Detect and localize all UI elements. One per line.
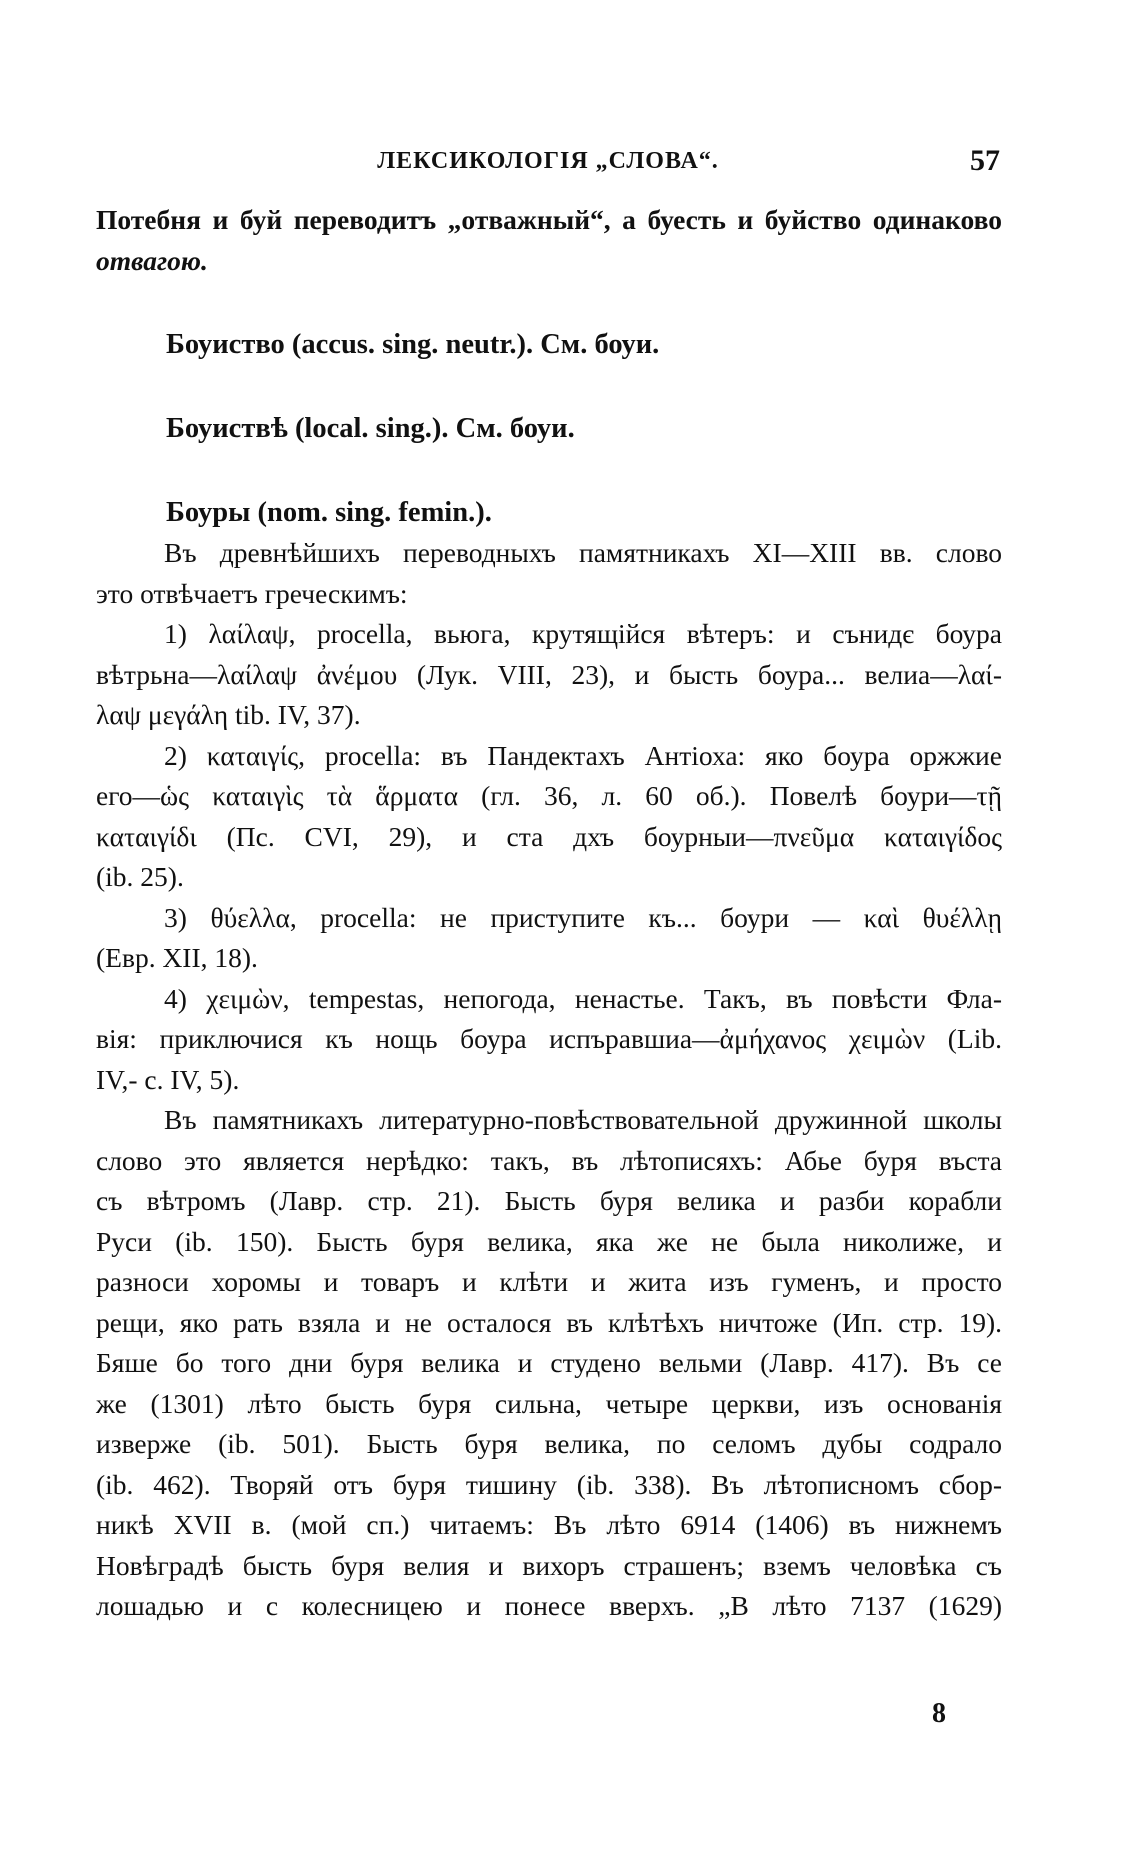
paragraph-line: καταιγίδι (Пс. CVI, 29), и ста дхъ боурныи—πνεῦμα καταιγίδος: [96, 820, 1002, 852]
paragraph-line: его—ὡς καταιγὶς τὰ ἅρματα (гл. 36, л. 60 об.). Повелѣ боури—τῇ: [96, 780, 1002, 811]
paragraph-line: Руси (ib. 150). Бысть буря велика, яка же не была николиже, и: [96, 1225, 1002, 1257]
paragraph-line: Въ древнѣйшихъ переводныхъ памятникахъ XI—XIII вв. слово: [164, 537, 1002, 568]
paragraph-line: (ib. 462). Творяй отъ буря тишину (ib. 338). Въ лѣтописномъ сбор-: [96, 1468, 1002, 1500]
paragraph-line: съ вѣтромъ (Лавр. стр. 21). Бысть буря велика и разби корабли: [96, 1185, 1002, 1216]
dictionary-entry: Боуиствѣ (local. sing.). См. боуи.: [166, 413, 575, 444]
running-head: ЛЕКСИКОЛОГІЯ „СЛОВА“.: [377, 148, 719, 174]
paragraph-line: Въ памятникахъ литературно-повѣствовательной дружинной школы: [164, 1104, 1002, 1135]
paragraph-line: 4) χειμὼν, tempestas, непогода, ненастье. Такъ, въ повѣсти Фла-: [164, 982, 1002, 1014]
text-block: [96, 200, 1002, 1627]
paragraph-line: λαψ μεγάλη tib. IV, 37).: [96, 699, 361, 730]
page-header: [96, 144, 1000, 188]
paragraph-line: 1) λαίλαψ, procella, вьюга, крутящійся вѣтеръ: и сънидє боура: [164, 618, 1002, 649]
signature-mark: 8: [932, 1698, 946, 1729]
paragraph-line: (Евр. XII, 18).: [96, 942, 258, 973]
page-number: 57: [970, 144, 1000, 177]
paragraph-line: разноси хоромы и товаръ и клѣти и жита изъ гуменъ, и просто: [96, 1266, 1002, 1297]
paragraph-line: вія: приключися къ нощь боура испъравшиа—ἀμήχανος χειμὼν (Lib.: [96, 1023, 1002, 1054]
paragraph-line: слово это является нерѣдко: такъ, въ лѣтописяхъ: Абье буря въста: [96, 1144, 1002, 1176]
paragraph-line: Новѣградѣ бысть буря велия и вихоръ страшенъ; вземъ человѣка съ: [96, 1549, 1002, 1581]
paragraph-line: вѣтрьна—λαίλαψ ἀνέμου (Лук. VIII, 23), и бысть боура... велиа—λαί-: [96, 658, 1002, 690]
paragraph-line: рещи, яко рать взяла и не осталося въ клѣтѣхъ ничтоже (Ип. стр. 19).: [96, 1306, 1002, 1338]
paragraph-line: 3) θύελλα, procella: не приступите къ... боури — καὶ θυέλλῃ: [164, 901, 1002, 933]
paragraph-line: это отвѣчаетъ греческимъ:: [96, 577, 408, 609]
paragraph-line: (ib. 25).: [96, 861, 184, 892]
paragraph-line: IV,- с. IV, 5).: [96, 1063, 240, 1095]
paragraph-line: 2) καταιγίς, procella: въ Пандектахъ Антіоха: яко боура оржжие: [164, 739, 1002, 771]
dictionary-entry: Боуиство (accus. sing. neutr.). См. боуи.: [166, 329, 660, 360]
paragraph-line: изверже (ib. 501). Бысть буря велика, по селомъ дубы содрало: [96, 1428, 1002, 1459]
paragraph-line: же (1301) лѣто бысть буря сильна, четыре церкви, изъ основанія: [96, 1387, 1002, 1419]
paragraph-line: никѣ XVII в. (мой сп.) читаемъ: Въ лѣто 6914 (1406) въ нижнемъ: [96, 1509, 1002, 1540]
paragraph-line: Потебня и буй переводитъ „отважный“, а буесть и буйство одинаково: [96, 204, 1002, 235]
paragraph-line: Бяше бо того дни буря велика и студено вельми (Лавр. 417). Въ се: [96, 1347, 1002, 1378]
paragraph-line: лошадью и с колесницею и понесе вверхъ. „В лѣто 7137 (1629): [96, 1590, 1002, 1621]
paragraph-line: отвагою.: [96, 244, 208, 276]
dictionary-entry: Боуры (nom. sing. femin.).: [166, 497, 492, 528]
